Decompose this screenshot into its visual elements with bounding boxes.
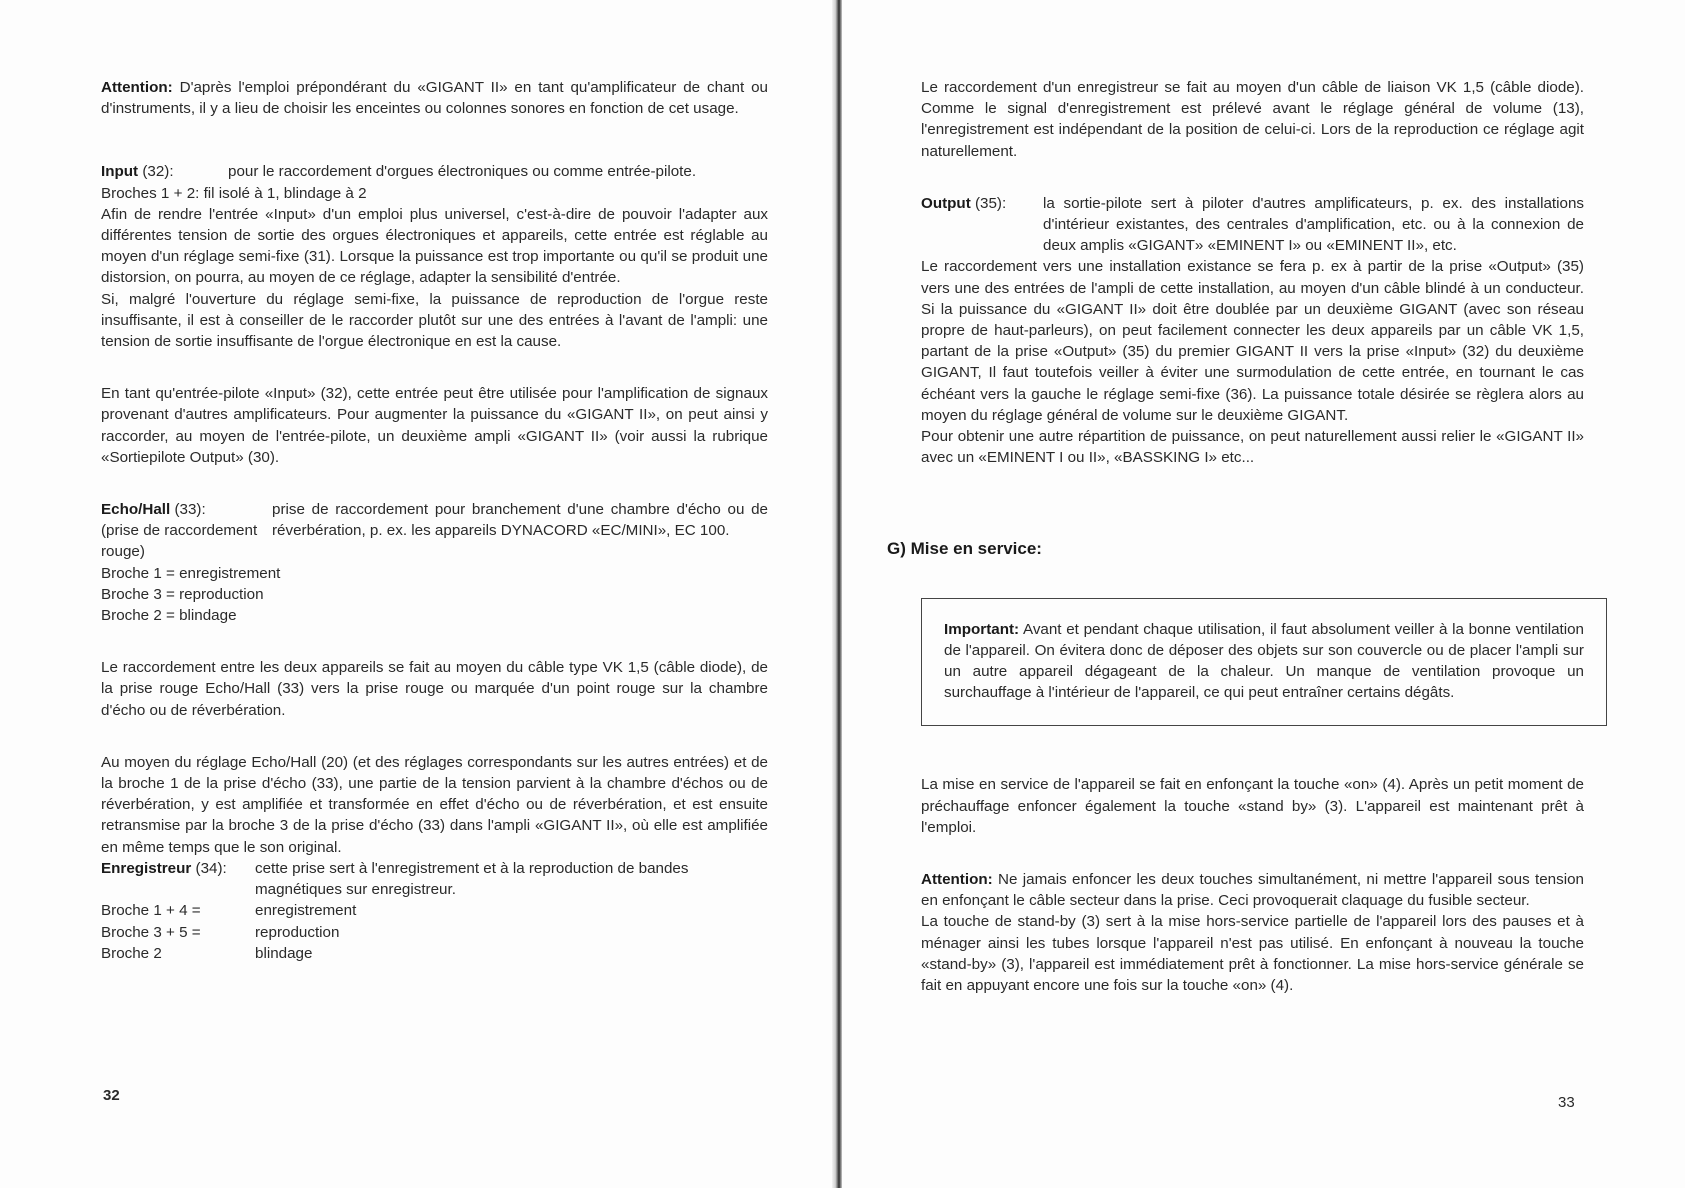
enreg-label: Enregistreur — [101, 859, 192, 877]
output-desc: la sortie-pilote sert à piloter d'autres amplificateurs, p. ex. des installations d'intérieur existantes, des centrales d'amplification, etc. ou à la connexion de deux amplis «GIGANT» «EMINENT I» ou «EMINENT II», etc. — [1043, 194, 1584, 255]
section-heading: G) Mise en service: — [887, 539, 1042, 559]
page-number-left: 32 — [103, 1087, 120, 1104]
input-desc: pour le raccordement d'orgues électroniques ou comme entrée-pilote. — [228, 163, 697, 181]
echo-desc: prise de raccordement pour branchement d'une chambre d'écho ou de réverbération, p. ex. les appareils DYNACORD «EC/MINI», EC 100. — [272, 501, 768, 540]
enreg-broche-row — [101, 943, 768, 964]
enreg-broche-row — [101, 922, 768, 943]
output-label: Output — [921, 194, 971, 212]
important-text: Avant et pendant chaque utilisation, il faut absolument veiller à la bonne ventilation de l'appareil. On évitera donc de déposer des objets sur son couvercle ou de placer l'ampli sur un autre appareil dégageant de la chaleur. Un manque de ventilation provoque un surchauffage à l'intérieur de l'appareil, ce qui peut entraîner certains dégâts. — [944, 620, 1585, 702]
attention-text-right: Ne jamais enfoncer les deux touches simultanément, ni mettre l'appareil sous tension en enfonçant le câble secteur dans la prise. Ceci provoquerait claquage du fusible secteur. — [921, 871, 1584, 910]
attention-paragraph — [101, 77, 768, 119]
input-entry — [101, 161, 768, 182]
page-number-right: 33 — [1558, 1094, 1575, 1111]
output-paragraph: Le raccordement vers une installation existance se fera p. ex à partir de la prise «Output» (35) vers une des entrées de l'ampli de cette installation, au moyen d'un câble blindé à un conducteur. Si la puissance du «GIGANT II» doit être doublée par un deuxième GIGANT (avec son réseau propre de haut-parleurs), on peut facilement connecter les deux appareils par un câble VK 1,5, partant de la prise «Output» (35) du premier GIGANT II vers la prise «Input» (32) du deuxième GIGANT, Il faut toutefois veiller à éviter une surmodulation de cette entrée, en tournant le cas échéant vers la gauche le réglage semi-fixe (36). La puissance totale désirée se règlera alors au moyen du réglage général de volume sur le deuxième GIGANT. — [921, 258, 1584, 424]
enreg-broche-row — [101, 900, 768, 921]
attention-text: D'après l'emploi prépondérant du «GIGANT II» en tant qu'amplificateur de chant ou d'instruments, il y a lieu de choisir les enceintes ou colonnes sonores en fonction de cet usage. — [101, 79, 768, 118]
enreg-ref: (34): — [191, 859, 227, 877]
recorder-paragraph: Le raccordement d'un enregistreur se fait au moyen d'un câble de liaison VK 1,5 (câble diode). Comme le signal d'enregistrement est prélevé avant le réglage général de volume (13), l'enregistrement est indépendant de la position de celui-ci. Lors de la reproduction ce réglage agit naturellement. — [921, 79, 1584, 160]
input-paragraph-1: Afin de rendre l'entrée «Input» d'un emploi plus universel, c'est-à-dire de pouvoir l'adapter aux différentes tension de sortie des orgues électroniques et appareils, cette entrée est réglable au moyen d'un réglage semi-fixe (31). Lorsque la puissance est trop importante ou qu'il se produit une distorsion, on pourra, au moyen de ce réglage, adapter la sensibilité d'entrée. — [101, 205, 768, 287]
page-left-content — [101, 77, 768, 964]
echo-broche-2: Broche 3 = reproduction — [101, 585, 264, 603]
echo-ref: (33): — [170, 501, 206, 519]
enreg-broche-key: Broche 2 — [101, 944, 162, 962]
enreg-broche-key: Broche 1 + 4 = — [101, 902, 201, 920]
output-entry — [921, 193, 1584, 257]
pilot-paragraph: En tant qu'entrée-pilote «Input» (32), cette entrée peut être utilisée pour l'amplification de signaux provenant d'autres amplificateurs. Pour augmenter la puissance du «GIGANT II», on peut ainsi y raccorder, au moyen de l'entrée-pilote, un deuxième ampli «GIGANT II» (voir aussi la rubrique «Sortiepilote Output» (30). — [101, 385, 768, 466]
input-paragraph-2: Si, malgré l'ouverture du réglage semi-fixe, la puissance de reproduction de l'orgue reste insuffisante, il est à conseiller de le raccorder plutôt sur une des entrées à l'avant de l'ampli: une tension de sortie insuffisante de l'orgue électronique en est la cause. — [101, 290, 768, 351]
attention-label-right: Attention: — [921, 871, 993, 889]
mise-en-service-paragraph: La mise en service de l'appareil se fait en enfonçant la touche «on» (4). Après un petit moment de préchauffage enfoncer également la touche «stand by» (3). L'appareil est maintenant prêt à l'emploi. — [921, 776, 1584, 836]
attention-label: Attention: — [101, 79, 173, 96]
page-right — [842, 0, 1685, 1188]
standby-paragraph: La touche de stand-by (3) sert à la mise hors-service partielle de l'appareil lors des pauses et à ménager ainsi les tubes lorsque l'appareil n'est pas utilisé. En enfonçant à nouveau la touche «stand-by» (3), l'appareil est immédiatement prêt à fonctionner. La mise hors-service générale se fait en appuyant encore une fois sur la touche «on» (4). — [921, 913, 1584, 995]
enregistreur-entry — [101, 858, 768, 900]
output-ref: (35): — [970, 194, 1007, 212]
page-left — [0, 0, 836, 1188]
page-right-content — [887, 77, 1585, 996]
input-label: Input — [101, 163, 139, 181]
attention-paragraph-right — [921, 869, 1584, 911]
enreg-broche-value: blindage — [255, 944, 313, 962]
echo-broche-1: Broche 1 = enregistrement — [101, 564, 281, 582]
raccord-paragraph: Le raccordement entre les deux appareils se fait au moyen du câble type VK 1,5 (câble diode), de la prise rouge Echo/Hall (33) vers la prise rouge ou marquée d'un point rouge sur la chambre d'écho ou de réverbération. — [101, 659, 768, 719]
enreg-desc: cette prise sert à l'enregistrement et à la reproduction de bandes magnétiques sur enregistreur. — [255, 859, 689, 899]
important-notice-box — [921, 598, 1607, 727]
reglage-paragraph: Au moyen du réglage Echo/Hall (20) (et des réglages correspondants sur les autres entrées) et de la broche 1 de la prise d'écho (33), une partie de la tension parvient à la chambre d'échos ou de réverbération, y est amplifiée et transformée en effet d'écho ou de réverbération, et est ensuite retransmise par la broche 3 de la prise d'écho (33) dans l'ampli «GIGANT II», où elle est amplifiée en même temps que le son original. — [101, 753, 768, 856]
output-paragraph-2: Pour obtenir une autre répartition de puissance, on peut naturellement aussi relier le «GIGANT II» avec un «EMINENT I ou II», «BASSKING I» etc... — [921, 428, 1584, 467]
enreg-broche-value: enregistrement — [255, 902, 357, 920]
echo-entry — [101, 499, 768, 563]
input-broches: Broches 1 + 2: fil isolé à 1, blindage à 2 — [101, 184, 367, 202]
echo-label: Echo/Hall — [101, 501, 171, 519]
enreg-broche-key: Broche 3 + 5 = — [101, 923, 201, 941]
echo-sub: (prise de raccordement rouge) — [101, 522, 258, 561]
echo-broche-3: Broche 2 = blindage — [101, 607, 237, 625]
important-label: Important: — [944, 620, 1020, 638]
input-ref: (32): — [138, 163, 174, 181]
enreg-broche-value: reproduction — [255, 923, 340, 941]
